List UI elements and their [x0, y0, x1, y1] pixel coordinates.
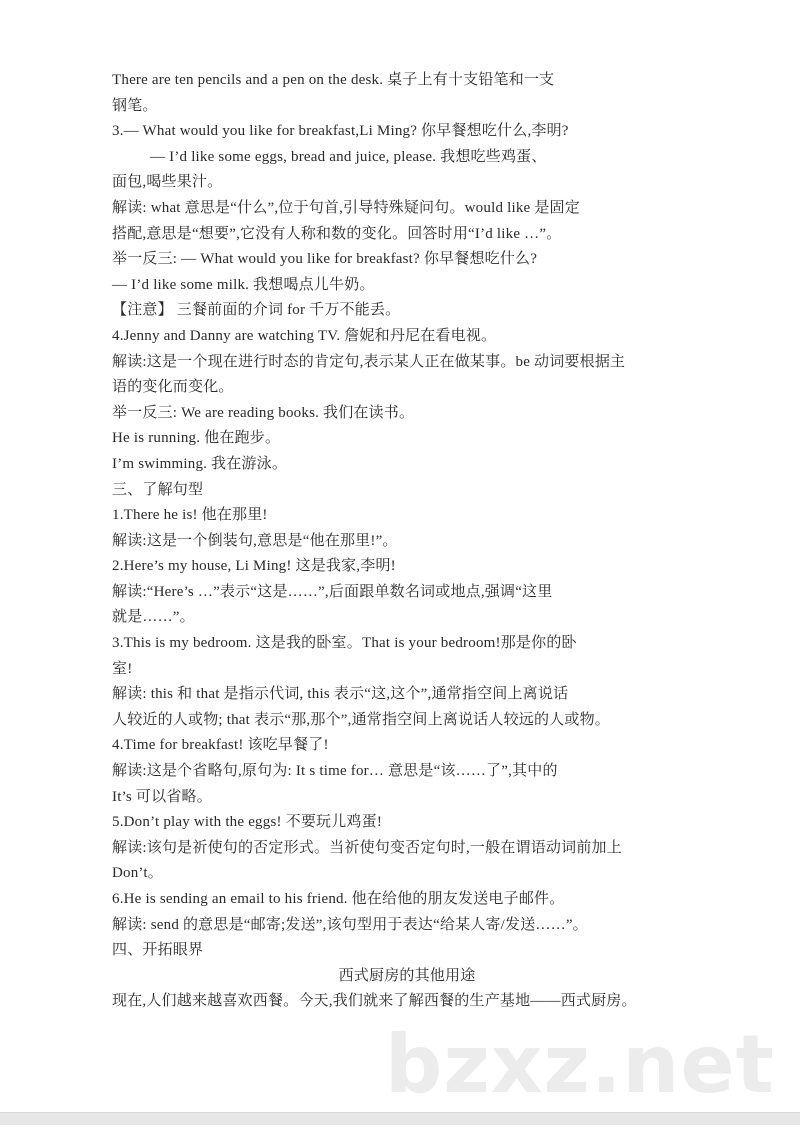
- text-line: 语的变化而变化。: [112, 379, 234, 396]
- text-line: 解读:这是个省略句,原句为: It s time for… 意思是“该……了”,其中的: [112, 763, 558, 780]
- text-line: 解读: what 意思是“什么”,位于句首,引导特殊疑问句。would like 是固定: [112, 199, 580, 216]
- text-line: — I’d like some milk. 我想喝点儿牛奶。: [112, 276, 375, 293]
- watermark: bzxz.net: [385, 1018, 775, 1111]
- text-line: 3.— What would you like for breakfast,Li Ming? 你早餐想吃什么,李明?: [112, 123, 569, 140]
- text-line: 4.Jenny and Danny are watching TV. 詹妮和丹尼在看电视。: [112, 327, 497, 344]
- text-line: — I’d like some eggs, bread and juice, please. 我想吃些鸡蛋、: [150, 148, 547, 165]
- text-line: Don’t。: [112, 865, 163, 882]
- text-line: 现在,人们越来越喜欢西餐。今天,我们就来了解西餐的生产基地——西式厨房。: [112, 993, 637, 1010]
- text-line: 5.Don’t play with the eggs! 不要玩儿鸡蛋!: [112, 814, 383, 831]
- text-line: 6.He is sending an email to his friend. 他在给他的朋友发送电子邮件。: [112, 891, 565, 907]
- article-title: 西式厨房的其他用途: [338, 967, 476, 984]
- text-line: I’m swimming. 我在游泳。: [112, 455, 288, 472]
- note-line: 【注意】 三餐前面的介词 for 千万不能丢。: [112, 302, 401, 319]
- text-line: 解读:该句是祈使句的否定形式。当祈使句变否定句时,一般在谓语动词前加上: [112, 839, 622, 856]
- text-line: 1.There he is! 他在那里!: [112, 507, 268, 524]
- text-line: He is running. 他在跑步。: [112, 430, 281, 447]
- text-line: 面包,喝些果汁。: [112, 174, 223, 191]
- text-line: 解读: send 的意思是“邮寄;发送”,该句型用于表达“给某人寄/发送……”。: [112, 916, 588, 933]
- page-bottom-edge: [0, 1112, 800, 1125]
- text-line: 2.Here’s my house, Li Ming! 这是我家,李明!: [112, 558, 396, 575]
- text-line: 解读:这是一个倒装句,意思是“他在那里!”。: [112, 532, 398, 549]
- text-line: 就是……”。: [112, 609, 195, 626]
- text-line: 3.This is my bedroom. 这是我的卧室。That is your bedroom!那是你的卧: [112, 635, 577, 652]
- text-line: 举一反三: — What would you like for breakfast? 你早餐想吃什么?: [112, 251, 538, 268]
- text-line: 解读: this 和 that 是指示代词, this 表示“这,这个”,通常指空间上离说话: [112, 686, 569, 703]
- text-line: 钢笔。: [112, 97, 158, 114]
- text-line: 解读:这是一个现在进行时态的肯定句,表示某人正在做某事。be 动词要根据主: [112, 353, 626, 370]
- text-line: 搭配,意思是“想要”,它没有人称和数的变化。回答时用“I’d like …”。: [112, 225, 562, 242]
- text-line: 解读:“Here’s …”表示“这是……”,后面跟单数名词或地点,强调“这里: [112, 583, 553, 600]
- text-line: 人较近的人或物; that 表示“那,那个”,通常指空间上离说话人较远的人或物。: [112, 711, 610, 728]
- text-line: 4.Time for breakfast! 该吃早餐了!: [112, 737, 329, 754]
- document-page: [112, 68, 702, 1015]
- section-heading: 三、了解句型: [112, 481, 204, 498]
- text-line: 室!: [112, 660, 133, 677]
- text-line: There are ten pencils and a pen on the desk. 桌子上有十支铅笔和一支: [112, 72, 555, 88]
- text-line: 举一反三: We are reading books. 我们在读书。: [112, 404, 415, 421]
- text-line: It’s 可以省略。: [112, 788, 212, 805]
- section-heading: 四、开拓眼界: [112, 942, 204, 959]
